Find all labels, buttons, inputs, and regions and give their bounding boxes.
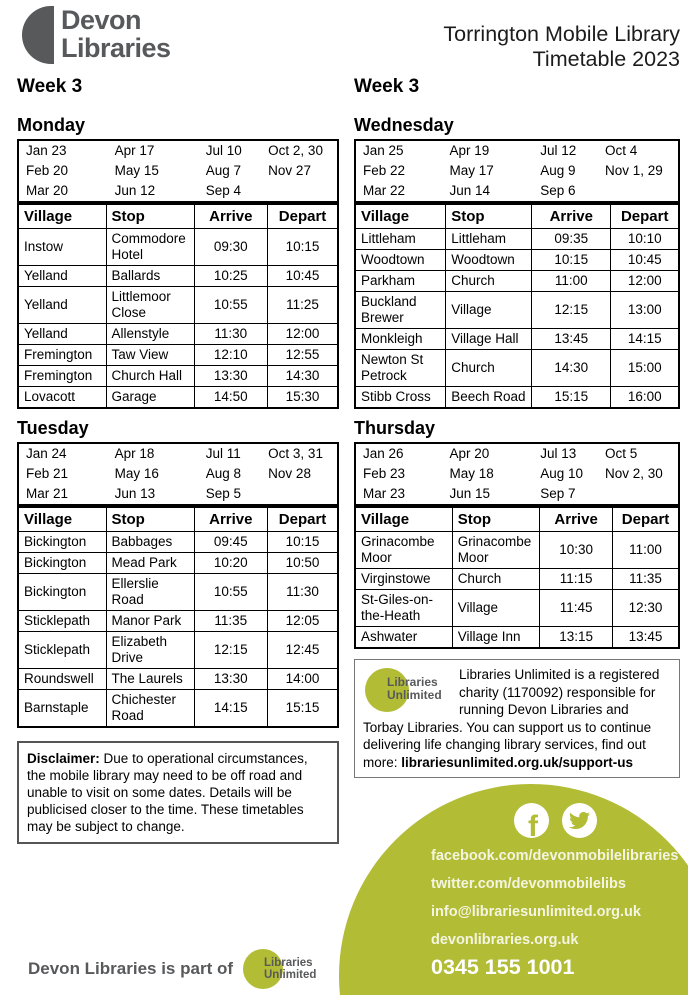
date-cell: Jan 23 xyxy=(26,143,67,158)
depart-cell: 10:10 xyxy=(611,229,679,250)
stop-row xyxy=(355,387,679,409)
charity-body: Libraries Unlimited is a registered charity (1170092) responsible for running Devon Libraries and Torbay Libraries. You can support us to continue delivering life changing library services, find out more: xyxy=(363,667,660,770)
arrive-cell: 11:30 xyxy=(194,324,268,345)
date-cell: Jul 10 xyxy=(205,143,242,158)
stop-cell: Littleham xyxy=(446,229,532,250)
stop-cell: Commodore Hotel xyxy=(106,229,194,266)
date-cell: Feb 20 xyxy=(26,163,69,178)
depart-cell: 15:15 xyxy=(268,690,338,728)
date-cell: Apr 20 xyxy=(449,446,490,461)
arrive-cell: 15:15 xyxy=(532,387,611,409)
stop-row xyxy=(18,532,338,553)
village-cell: Stibb Cross xyxy=(355,387,446,409)
stop-cell: Babbages xyxy=(106,532,194,553)
stop-cell: Village xyxy=(446,292,532,329)
date-cell: Mar 22 xyxy=(363,183,406,198)
date-cell: Nov 28 xyxy=(268,466,311,481)
dates-row xyxy=(18,464,338,484)
day-section-tuesday xyxy=(17,418,339,728)
column-header-stop: Stop xyxy=(452,507,539,532)
arrive-cell: 12:15 xyxy=(532,292,611,329)
stop-cell: Woodtown xyxy=(446,250,532,271)
village-cell: Barnstaple xyxy=(18,690,106,728)
date-cell xyxy=(598,181,679,202)
depart-cell: 16:00 xyxy=(611,387,679,409)
village-cell: Sticklepath xyxy=(18,632,106,669)
column-header-depart: Depart xyxy=(268,204,338,229)
depart-cell: 11:00 xyxy=(613,532,679,569)
dates-row xyxy=(355,464,679,484)
depart-cell: 11:25 xyxy=(268,287,338,324)
date-cell: Nov 2, 30 xyxy=(604,466,663,481)
stop-row xyxy=(18,553,338,574)
date-cell: May 18 xyxy=(449,466,494,481)
date-cell: Feb 21 xyxy=(26,466,69,481)
right-column xyxy=(354,76,680,778)
stop-row xyxy=(355,250,679,271)
phone-number: 0345 155 1001 xyxy=(431,955,575,979)
stop-cell: Allenstyle xyxy=(106,324,194,345)
village-cell: St-Giles-on-the-Heath xyxy=(355,590,452,627)
village-cell: Instow xyxy=(18,229,106,266)
week-label-left: Week 3 xyxy=(17,76,83,97)
village-cell: Buckland Brewer xyxy=(355,292,446,329)
stop-row xyxy=(18,632,338,669)
depart-cell: 11:30 xyxy=(268,574,338,611)
date-cell: Sep 4 xyxy=(205,183,242,198)
arrive-cell: 13:15 xyxy=(540,627,613,649)
depart-cell: 11:35 xyxy=(613,569,679,590)
column-header-village: Village xyxy=(18,507,106,532)
devon-libraries-logo-text xyxy=(61,6,171,62)
stop-row xyxy=(355,532,679,569)
column-header-village: Village xyxy=(355,204,446,229)
stop-row xyxy=(18,366,338,387)
arrive-cell: 10:20 xyxy=(194,553,268,574)
village-cell: Woodtown xyxy=(355,250,446,271)
contact-links xyxy=(431,842,678,954)
stop-cell: Elizabeth Drive xyxy=(106,632,194,669)
date-cell: Jan 25 xyxy=(363,143,404,158)
page-title-line-1: Torrington Mobile Library xyxy=(443,22,680,46)
header-row xyxy=(355,507,679,532)
day-heading-monday: Monday xyxy=(17,115,86,135)
part-of-text: Devon Libraries is part of xyxy=(28,959,233,978)
stop-row xyxy=(18,669,338,690)
date-cell: Jun 12 xyxy=(114,183,156,198)
header-row xyxy=(18,507,338,532)
twitter-bird-glyph xyxy=(569,810,590,831)
arrive-cell: 13:45 xyxy=(532,329,611,350)
arrive-cell: 11:35 xyxy=(194,611,268,632)
day-section-thursday xyxy=(354,418,680,649)
dates-table-wednesday xyxy=(354,139,680,203)
stop-cell: Garage xyxy=(106,387,194,409)
date-cell: Sep 5 xyxy=(205,486,242,501)
stop-cell: Grinacombe Moor xyxy=(452,532,539,569)
left-column xyxy=(17,76,339,844)
libraries-unlimited-logo-small xyxy=(243,948,329,990)
dates-row xyxy=(18,140,338,161)
dates-row xyxy=(18,484,338,505)
depart-cell: 10:45 xyxy=(611,250,679,271)
column-header-arrive: Arrive xyxy=(194,507,268,532)
date-cell xyxy=(598,484,679,505)
arrive-cell: 10:30 xyxy=(540,532,613,569)
disclaimer-label: Disclaimer: xyxy=(27,751,100,766)
date-cell: Oct 2, 30 xyxy=(268,143,323,158)
date-cell: Aug 10 xyxy=(540,466,583,481)
column-header-village: Village xyxy=(355,507,452,532)
depart-cell: 12:05 xyxy=(268,611,338,632)
dates-row xyxy=(355,484,679,505)
column-header-village: Village xyxy=(18,204,106,229)
disclaimer-text xyxy=(27,750,329,835)
date-cell: Mar 20 xyxy=(26,183,69,198)
stop-cell: Church xyxy=(446,350,532,387)
date-cell: Jul 11 xyxy=(205,446,241,461)
arrive-cell: 14:50 xyxy=(194,387,268,409)
arrive-cell: 11:15 xyxy=(540,569,613,590)
date-cell xyxy=(261,484,338,505)
column-header-stop: Stop xyxy=(106,507,194,532)
village-cell: Sticklepath xyxy=(18,611,106,632)
header-row xyxy=(355,204,679,229)
social-icons xyxy=(514,803,597,838)
date-cell: Nov 1, 29 xyxy=(604,163,663,178)
lu-logo-line-1: Libraries xyxy=(387,675,438,689)
stop-cell: The Laurels xyxy=(106,669,194,690)
column-header-stop: Stop xyxy=(106,204,194,229)
devon-libraries-logo xyxy=(22,6,171,64)
stop-row xyxy=(355,271,679,292)
depart-cell: 10:15 xyxy=(268,532,338,553)
day-heading-thursday: Thursday xyxy=(354,418,436,438)
week-label-right: Week 3 xyxy=(354,76,420,97)
depart-cell: 15:00 xyxy=(611,350,679,387)
stop-row xyxy=(355,627,679,649)
date-cell: May 17 xyxy=(449,163,494,178)
depart-cell: 12:30 xyxy=(613,590,679,627)
libraries-unlimited-logo-text xyxy=(387,676,442,701)
stop-cell: Village xyxy=(452,590,539,627)
stop-cell: Church xyxy=(446,271,532,292)
depart-cell: 10:45 xyxy=(268,266,338,287)
social-link[interactable]: devonlibraries.org.uk xyxy=(431,932,579,948)
stop-cell: Church Hall xyxy=(106,366,194,387)
dates-table-tuesday xyxy=(17,442,339,506)
dates-row xyxy=(18,161,338,181)
stop-row xyxy=(18,611,338,632)
stop-cell: Village Inn xyxy=(452,627,539,649)
stop-row xyxy=(18,387,338,409)
column-header-depart: Depart xyxy=(613,507,679,532)
arrive-cell: 09:35 xyxy=(532,229,611,250)
dates-row xyxy=(355,161,679,181)
stop-row xyxy=(18,229,338,266)
stop-row xyxy=(18,574,338,611)
village-cell: Ashwater xyxy=(355,627,452,649)
depart-cell: 14:30 xyxy=(268,366,338,387)
facebook-f-glyph: f xyxy=(528,809,538,838)
charity-info-box xyxy=(354,659,680,778)
village-cell: Littleham xyxy=(355,229,446,250)
arrive-cell: 09:30 xyxy=(194,229,268,266)
depart-cell: 10:50 xyxy=(268,553,338,574)
stop-row xyxy=(18,287,338,324)
column-header-stop: Stop xyxy=(446,204,532,229)
date-cell: Oct 4 xyxy=(604,143,638,158)
libraries-unlimited-logo-text xyxy=(264,957,316,981)
stop-cell: Beech Road xyxy=(446,387,532,409)
social-link[interactable]: info@librariesunlimited.org.uk xyxy=(431,904,641,920)
support-us-link[interactable]: librariesunlimited.org.uk/support-us xyxy=(401,754,634,770)
libraries-unlimited-logo xyxy=(363,666,459,718)
arrive-cell: 10:55 xyxy=(194,574,268,611)
village-cell: Bickington xyxy=(18,574,106,611)
village-cell: Lovacott xyxy=(18,387,106,409)
stop-cell: Taw View xyxy=(106,345,194,366)
stop-cell: Ballards xyxy=(106,266,194,287)
depart-cell: 13:00 xyxy=(611,292,679,329)
stop-row xyxy=(18,690,338,728)
stop-row xyxy=(355,590,679,627)
arrive-cell: 12:15 xyxy=(194,632,268,669)
stop-cell: Littlemoor Close xyxy=(106,287,194,324)
stop-cell: Ellerslie Road xyxy=(106,574,194,611)
date-cell: Jul 12 xyxy=(540,143,577,158)
village-cell: Grinacombe Moor xyxy=(355,532,452,569)
arrive-cell: 11:45 xyxy=(540,590,613,627)
arrive-cell: 10:55 xyxy=(194,287,268,324)
date-cell: May 16 xyxy=(114,466,159,481)
date-cell xyxy=(261,181,338,202)
village-cell: Yelland xyxy=(18,324,106,345)
date-cell: Apr 19 xyxy=(449,143,490,158)
depart-cell: 13:45 xyxy=(613,627,679,649)
logo-line-1: Devon xyxy=(61,5,142,35)
date-cell: Mar 23 xyxy=(363,486,406,501)
contact-circle xyxy=(339,784,688,995)
date-cell: Jun 14 xyxy=(449,183,491,198)
day-heading-wednesday: Wednesday xyxy=(354,115,454,135)
stops-table-tuesday xyxy=(17,506,339,728)
stops-table-monday xyxy=(17,203,339,409)
dates-table-monday xyxy=(17,139,339,203)
depart-cell: 12:00 xyxy=(611,271,679,292)
day-heading-tuesday: Tuesday xyxy=(17,418,89,438)
day-section-monday xyxy=(17,115,339,409)
stops-table-wednesday xyxy=(354,203,680,409)
column-header-arrive: Arrive xyxy=(532,204,611,229)
arrive-cell: 13:30 xyxy=(194,669,268,690)
arrive-cell: 12:10 xyxy=(194,345,268,366)
village-cell: Virginstowe xyxy=(355,569,452,590)
footer-partnership xyxy=(28,948,329,990)
column-header-arrive: Arrive xyxy=(540,507,613,532)
dates-row xyxy=(18,443,338,464)
arrive-cell: 10:25 xyxy=(194,266,268,287)
date-cell: May 15 xyxy=(114,163,159,178)
stop-row xyxy=(18,324,338,345)
stop-row xyxy=(355,569,679,590)
date-cell: Feb 22 xyxy=(363,163,406,178)
village-cell: Monkleigh xyxy=(355,329,446,350)
village-cell: Fremington xyxy=(18,345,106,366)
lu-logo-line-2: Unlimited xyxy=(387,687,442,702)
date-cell: Sep 6 xyxy=(540,183,576,198)
depart-cell: 10:15 xyxy=(268,229,338,266)
date-cell: Jul 13 xyxy=(540,446,577,461)
page-title xyxy=(443,22,680,72)
page-title-line-2: Timetable 2023 xyxy=(532,47,680,71)
depart-cell: 15:30 xyxy=(268,387,338,409)
disclaimer-body: Due to operational circumstances, the mobile library may need to be off road and unable to visit on some dates. Details will be publicised closer to the time. These timetables may be subject to change. xyxy=(27,751,308,834)
stops-table-thursday xyxy=(354,506,680,649)
stop-row xyxy=(18,345,338,366)
village-cell: Parkham xyxy=(355,271,446,292)
disclaimer-box xyxy=(17,741,339,844)
arrive-cell: 14:30 xyxy=(532,350,611,387)
arrive-cell: 10:15 xyxy=(532,250,611,271)
date-cell: Jan 24 xyxy=(26,446,67,461)
dates-row xyxy=(355,181,679,202)
depart-cell: 12:45 xyxy=(268,632,338,669)
date-cell: Jun 13 xyxy=(114,486,156,501)
stop-row xyxy=(355,350,679,387)
social-link[interactable]: twitter.com/devonmobilelibs xyxy=(431,876,626,892)
village-cell: Bickington xyxy=(18,532,106,553)
date-cell: Aug 7 xyxy=(205,163,242,178)
arrive-cell: 11:00 xyxy=(532,271,611,292)
date-cell: Nov 27 xyxy=(268,163,311,178)
devon-libraries-logo-mark-icon xyxy=(22,6,54,64)
village-cell: Bickington xyxy=(18,553,106,574)
stop-row xyxy=(18,266,338,287)
social-link[interactable]: facebook.com/devonmobilelibraries xyxy=(431,848,679,864)
date-cell: Sep 7 xyxy=(540,486,576,501)
date-cell: Apr 18 xyxy=(114,446,155,461)
stop-cell: Chichester Road xyxy=(106,690,194,728)
logo-line-2: Libraries xyxy=(61,33,171,63)
lu-logo-line-2: Unlimited xyxy=(264,969,317,981)
date-cell: Feb 23 xyxy=(363,466,406,481)
dates-table-thursday xyxy=(354,442,680,506)
stop-row xyxy=(355,229,679,250)
date-cell: Jan 26 xyxy=(363,446,404,461)
date-cell: Aug 8 xyxy=(205,466,242,481)
column-header-arrive: Arrive xyxy=(194,204,268,229)
village-cell: Newton St Petrock xyxy=(355,350,446,387)
stop-cell: Mead Park xyxy=(106,553,194,574)
date-cell: Jun 15 xyxy=(449,486,491,501)
dates-row xyxy=(18,181,338,202)
depart-cell: 12:55 xyxy=(268,345,338,366)
lu-logo-line-1: Libraries xyxy=(264,957,313,969)
village-cell: Yelland xyxy=(18,287,106,324)
header-row xyxy=(18,204,338,229)
depart-cell: 14:00 xyxy=(268,669,338,690)
village-cell: Roundswell xyxy=(18,669,106,690)
dates-row xyxy=(355,443,679,464)
stop-cell: Church xyxy=(452,569,539,590)
date-cell: Aug 9 xyxy=(540,163,576,178)
date-cell: Oct 3, 31 xyxy=(268,446,323,461)
stop-cell: Village Hall xyxy=(446,329,532,350)
village-cell: Fremington xyxy=(18,366,106,387)
date-cell: Oct 5 xyxy=(604,446,638,461)
arrive-cell: 13:30 xyxy=(194,366,268,387)
column-header-depart: Depart xyxy=(611,204,679,229)
stop-row xyxy=(355,292,679,329)
depart-cell: 12:00 xyxy=(268,324,338,345)
facebook-icon[interactable] xyxy=(514,803,549,838)
village-cell: Yelland xyxy=(18,266,106,287)
depart-cell: 14:15 xyxy=(611,329,679,350)
twitter-icon[interactable] xyxy=(562,803,597,838)
date-cell: Mar 21 xyxy=(26,486,69,501)
stop-row xyxy=(355,329,679,350)
column-header-depart: Depart xyxy=(268,507,338,532)
date-cell: Apr 17 xyxy=(114,143,155,158)
day-section-wednesday xyxy=(354,115,680,409)
arrive-cell: 14:15 xyxy=(194,690,268,728)
stop-cell: Manor Park xyxy=(106,611,194,632)
arrive-cell: 09:45 xyxy=(194,532,268,553)
dates-row xyxy=(355,140,679,161)
